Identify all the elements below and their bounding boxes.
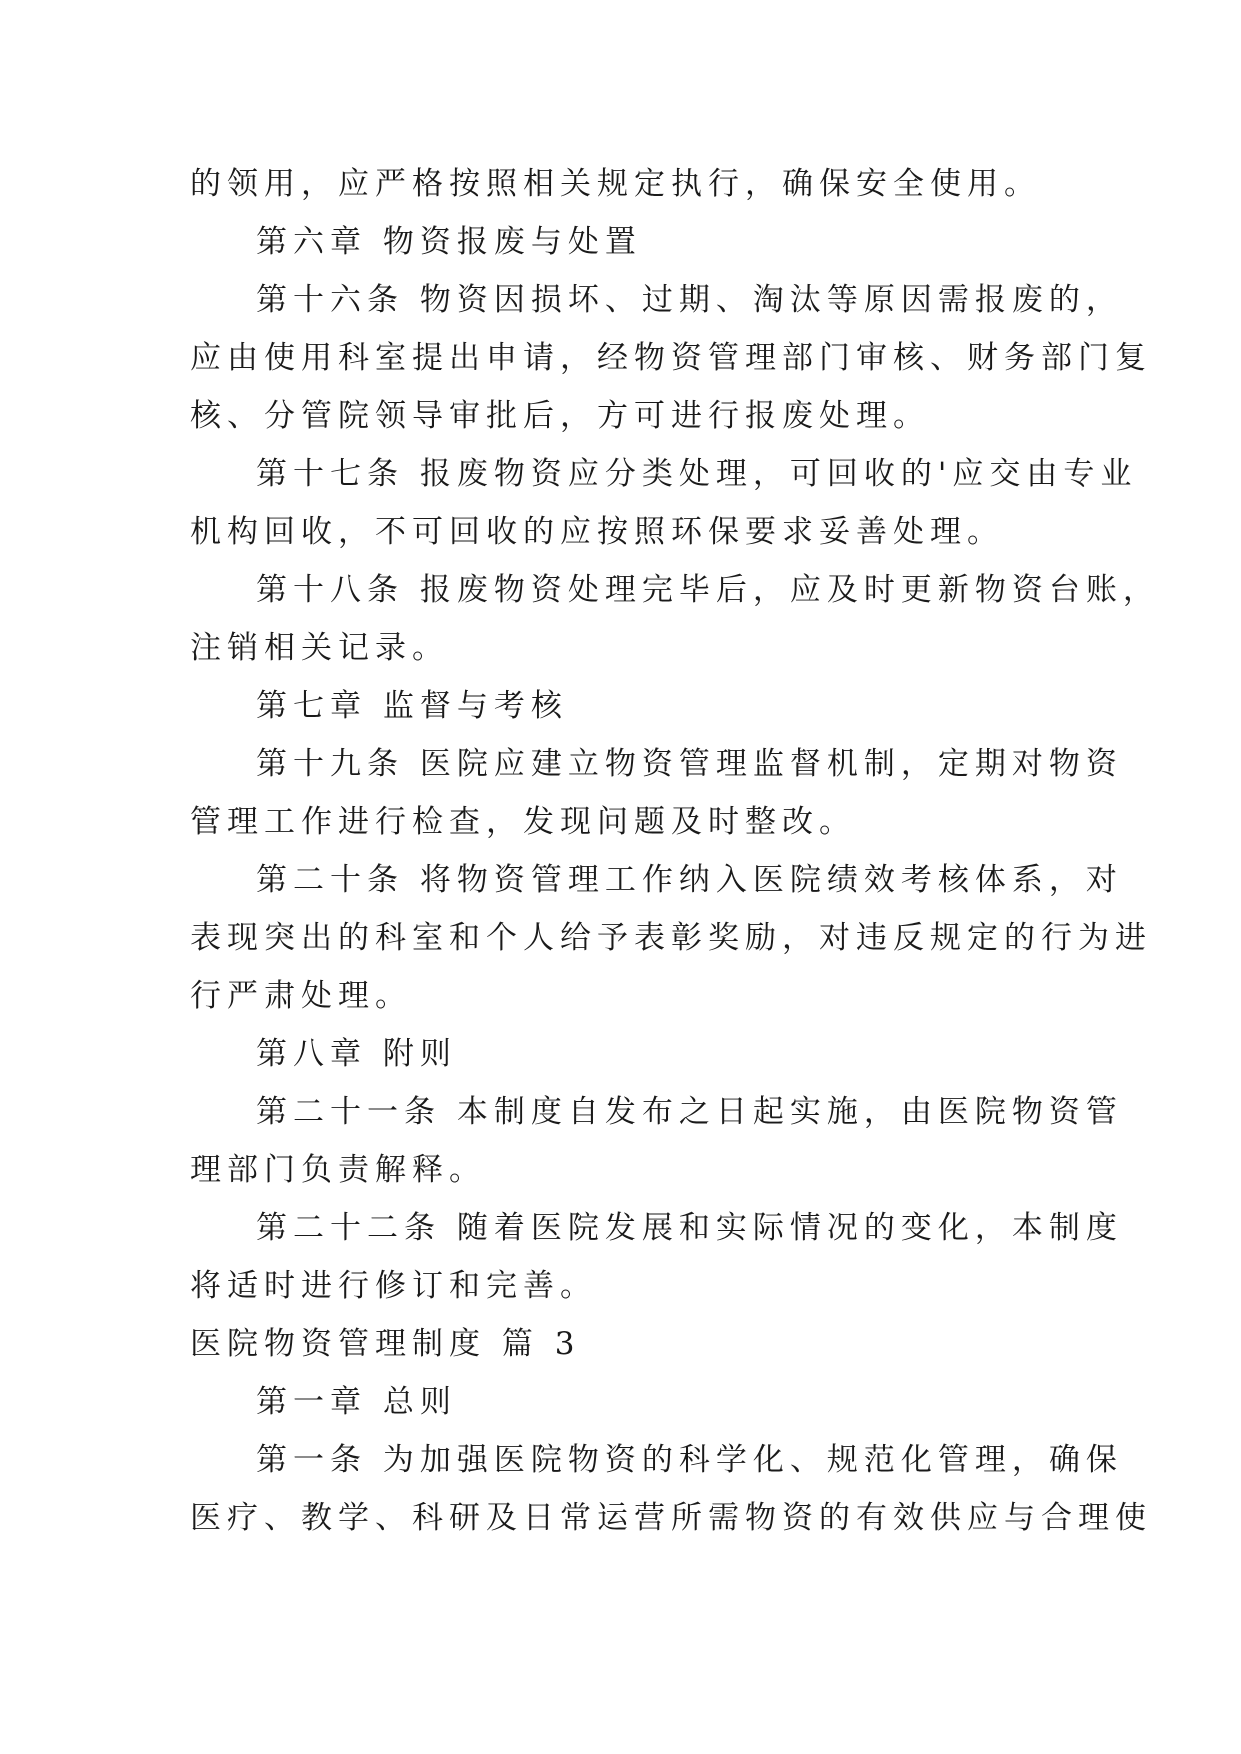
text-line: 表现突出的科室和个人给予表彰奖励，对违反规定的行为进 xyxy=(190,920,1152,956)
text-line: 行严肃处理。 xyxy=(190,978,412,1014)
article-line: 第十七条 报废物资应分类处理，可回收的'应交由专业 xyxy=(256,456,1138,492)
text-line: 将适时进行修订和完善。 xyxy=(190,1268,597,1304)
chapter-heading: 第七章 监督与考核 xyxy=(256,688,568,724)
chapter-heading: 第八章 附则 xyxy=(256,1036,457,1072)
chapter-heading: 第六章 物资报废与处置 xyxy=(256,224,642,260)
text-line: 机构回收，不可回收的应按照环保要求妥善处理。 xyxy=(190,514,1004,550)
text-line: 应由使用科室提出申请，经物资管理部门审核、财务部门复 xyxy=(190,340,1152,376)
text-line: 注销相关记录。 xyxy=(190,630,449,666)
text-line: 核、分管院领导审批后，方可进行报废处理。 xyxy=(190,398,930,434)
article-line: 第二十一条 本制度自发布之日起实施，由医院物资管 xyxy=(256,1094,1123,1130)
chapter-heading: 第一章 总则 xyxy=(256,1384,457,1420)
text-line: 管理工作进行检查，发现问题及时整改。 xyxy=(190,804,856,840)
article-line: 第十八条 报废物资处理完毕后，应及时更新物资台账， xyxy=(256,572,1160,608)
article-line: 第二十二条 随着医院发展和实际情况的变化，本制度 xyxy=(256,1210,1123,1246)
article-line: 第十九条 医院应建立物资管理监督机制，定期对物资 xyxy=(256,746,1123,782)
article-line: 第二十条 将物资管理工作纳入医院绩效考核体系，对 xyxy=(256,862,1123,898)
text-line: 理部门负责解释。 xyxy=(190,1152,486,1188)
article-line: 第一条 为加强医院物资的科学化、规范化管理，确保 xyxy=(256,1442,1123,1478)
text-line: 医疗、教学、科研及日常运营所需物资的有效供应与合理使 xyxy=(190,1500,1152,1536)
text-line: 的领用，应严格按照相关规定执行，确保安全使用。 xyxy=(190,166,1041,202)
article-line: 第十六条 物资因损坏、过期、淘汰等原因需报废的， xyxy=(256,282,1123,318)
section-title: 医院物资管理制度 篇 3 xyxy=(190,1326,581,1362)
